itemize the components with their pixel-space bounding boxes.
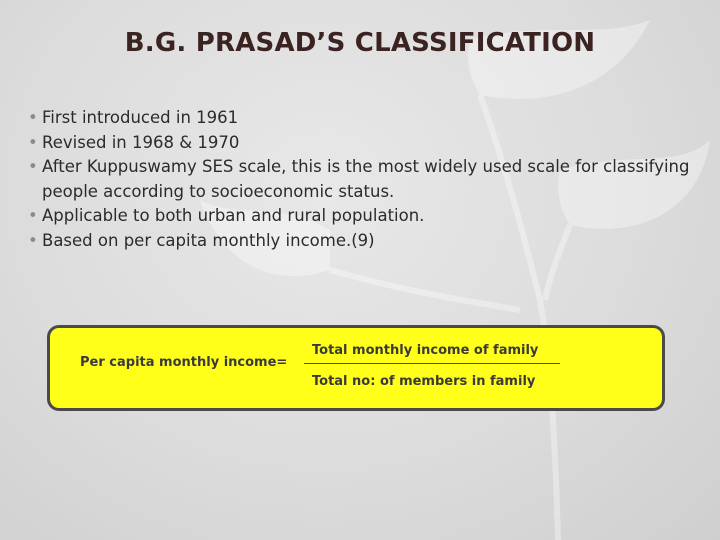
- slide-title: B.G. PRASAD’S CLASSIFICATION: [124, 28, 596, 58]
- bullet-text: Applicable to both urban and rural population.: [42, 206, 425, 225]
- formula-box: [47, 325, 665, 411]
- bullet-text: Revised in 1968 & 1970: [42, 132, 240, 152]
- formula-numerator: Total monthly income of family: [312, 343, 539, 358]
- bullet-item: [28, 204, 698, 229]
- bullet-dot-icon: •: [28, 132, 38, 152]
- bullet-item: [28, 229, 698, 254]
- bullet-item: [28, 106, 698, 131]
- bullet-text: After Kuppuswamy SES scale, this is the most widely used scale for classifying people according to socioeconomic status.: [42, 157, 690, 201]
- fraction-bar: [304, 363, 560, 364]
- bullet-text: Based on per capita monthly income.(9): [42, 230, 375, 250]
- bullet-text: First introduced in 1961: [42, 108, 239, 127]
- bullet-dot-icon: •: [28, 206, 38, 225]
- formula-lhs: Per capita monthly income=: [80, 355, 288, 370]
- bullet-item: [28, 155, 698, 204]
- bullet-dot-icon: •: [28, 157, 38, 176]
- bullet-dot-icon: •: [28, 108, 38, 127]
- bullet-list: [28, 106, 698, 253]
- bullet-dot-icon: •: [28, 230, 38, 250]
- bullet-item: [28, 131, 698, 156]
- formula-denominator: Total no: of members in family: [312, 374, 536, 389]
